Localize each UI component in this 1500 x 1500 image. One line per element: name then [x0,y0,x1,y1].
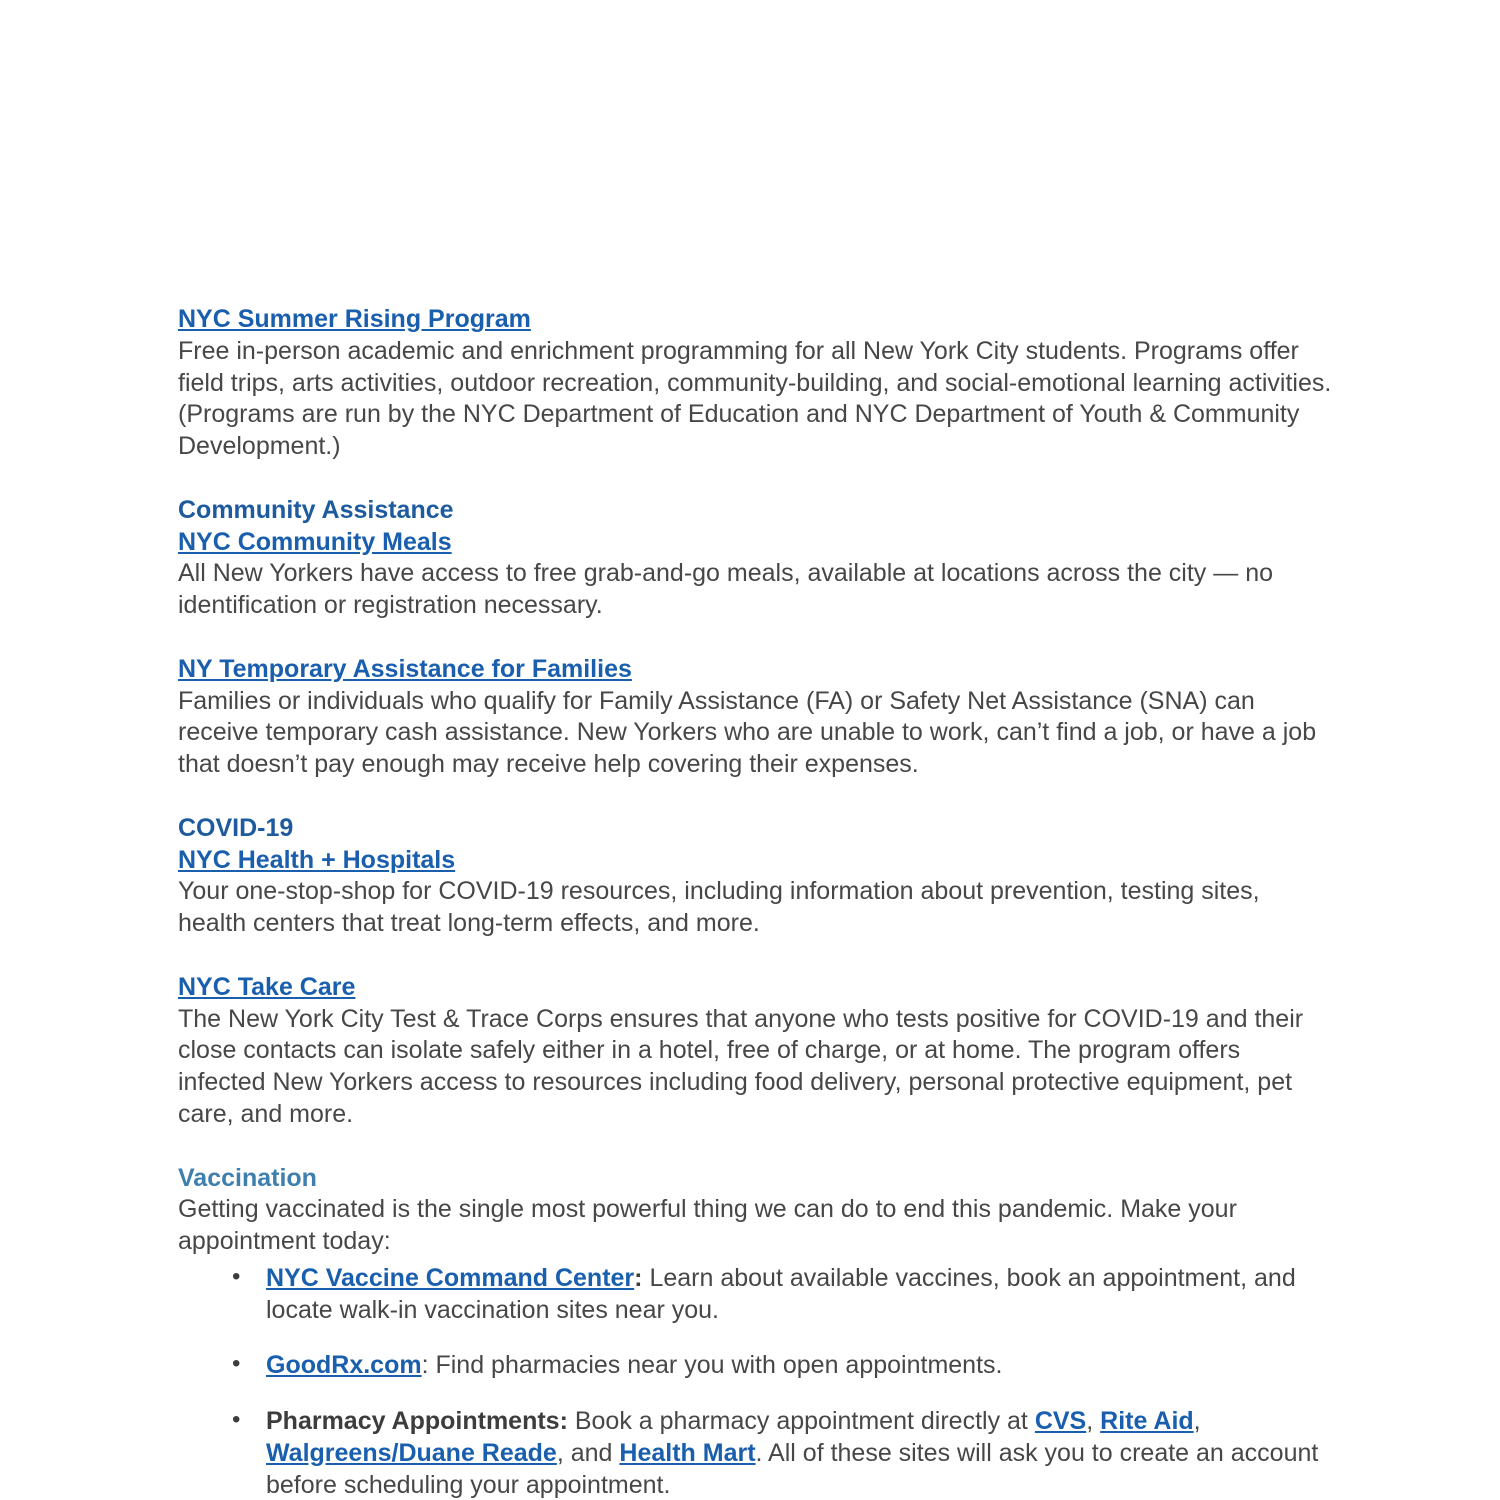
temporary-assistance-description: Families or individuals who qualify for Family Assistance (FA) or Safety Net Assistance (SNA) can receive temporary cash assistance. New Yorkers who are unable to work, can’t find a job, or have a job that doesn’t pay enough may receive help covering their expenses. [178,686,1317,778]
health-hospitals-link[interactable]: NYC Health + Hospitals [178,845,456,874]
bullet-text: Book a pharmacy appointment directly at [567,1407,1035,1435]
heading-line [178,527,1333,559]
cvs-link[interactable]: CVS [1034,1407,1087,1435]
summer-rising-program-link[interactable]: NYC Summer Rising Program [178,305,531,333]
summer-rising-description: Free in-person academic and enrichment programming for all New York City students. Programs offer field trips, arts activities, outdoor recreation, community-building, and social-emotional learning activities. (Programs are run by the NYC Department of Education and NYC Department of Youth & Community Development.) [178,336,1332,460]
heading-line [178,304,1333,336]
separator: , and [556,1438,620,1467]
section-summer-rising [178,304,1333,463]
section-temporary-assistance [178,654,1333,781]
bullet-separator: : [634,1263,643,1292]
vaccination-intro: Getting vaccinated is the single most powerful thing we can do to end this pandemic. Make your appointment today: [178,1195,1237,1255]
section-covid19 [178,813,1333,940]
vaccine-command-center-link[interactable]: NYC Vaccine Command Center [266,1263,635,1292]
community-meals-description: All New Yorkers have access to free grab-and-go meals, available at locations across the city — no identification or registration necessary. [178,559,1273,619]
health-hospitals-description: Your one-stop-shop for COVID-19 resources, including information about prevention, testing sites, health centers that treat long-term effects, and more. [178,877,1260,937]
bullet-vaccine-command-center [266,1263,1333,1327]
heading-line [178,845,1333,877]
health-mart-link[interactable]: Health Mart [619,1438,756,1467]
heading-line [178,972,1333,1004]
pharmacy-appointments-label: Pharmacy Appointments: [266,1407,568,1435]
bullet-goodrx [266,1350,1333,1382]
rite-aid-link[interactable]: Rite Aid [1100,1407,1194,1435]
community-meals-link[interactable]: NYC Community Meals [178,527,452,556]
heading-line [178,654,1333,686]
section-take-care [178,972,1333,1131]
bullet-pharmacy-appointments [266,1406,1333,1500]
vaccination-heading: Vaccination [178,1163,317,1192]
community-assistance-heading: Community Assistance [178,495,454,524]
section-vaccination [178,1163,1333,1500]
goodrx-link[interactable]: GoodRx.com [266,1351,422,1380]
bullet-text: . All of these sites will ask you to create an account before scheduling your appointment. [266,1438,1319,1499]
separator: , [1193,1407,1201,1435]
walgreens-duane-reade-link[interactable]: Walgreens/Duane Reade [266,1438,557,1467]
bullet-text: : Find pharmacies near you with open appointments. [421,1351,1003,1380]
take-care-link[interactable]: NYC Take Care [178,972,356,1001]
bullet-text: Learn about available vaccines, book an appointment, and locate walk-in vaccination sites near you. [266,1263,1296,1324]
separator: , [1086,1407,1101,1435]
take-care-description: The New York City Test & Trace Corps ensures that anyone who tests positive for COVID-19 and their close contacts can isolate safely either in a hotel, free of charge, or at home. The program offers infected New Yorkers access to resources including food delivery, personal protective equipment, pet care, and more. [178,1004,1304,1128]
temporary-assistance-link[interactable]: NY Temporary Assistance for Families [178,654,632,683]
vaccination-options-list [178,1263,1333,1500]
covid19-heading: COVID-19 [178,813,294,842]
section-community-assistance [178,495,1333,622]
